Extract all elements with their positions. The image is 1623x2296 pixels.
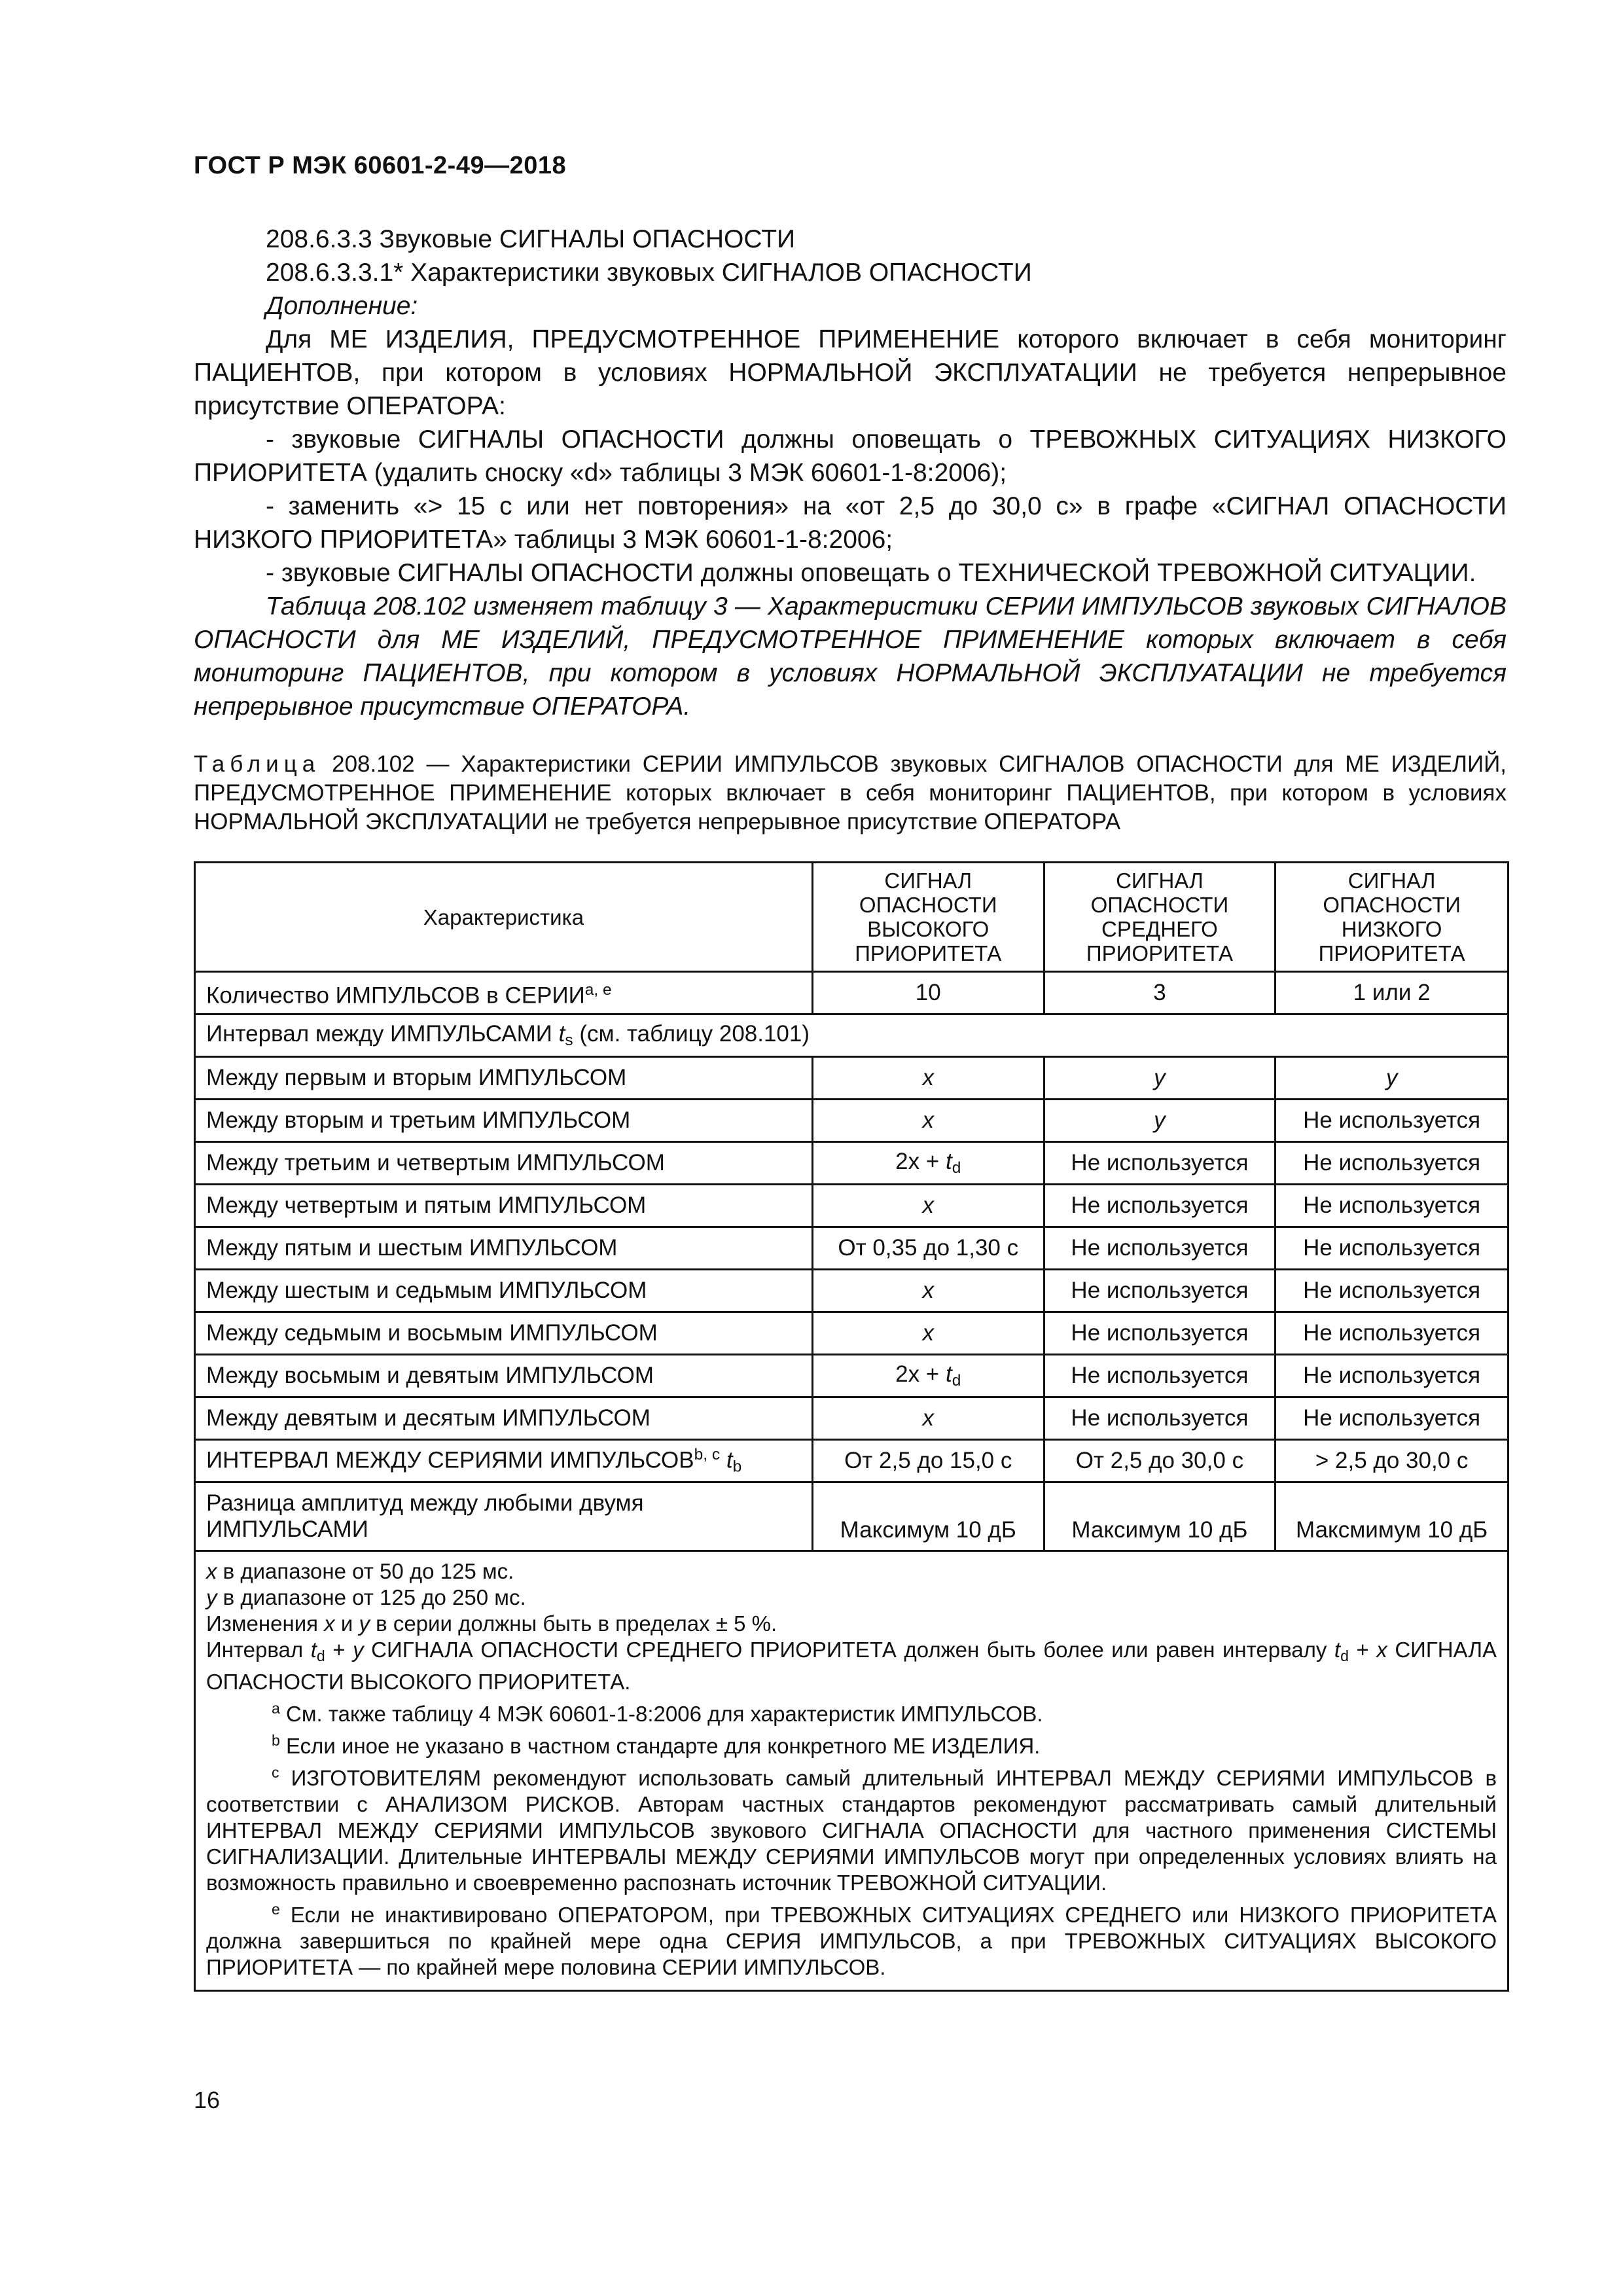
header-medium-priority: СИГНАЛ ОПАСНОСТИ СРЕДНЕГО ПРИОРИТЕТА [1044, 863, 1275, 972]
row-label-text: Количество ИМПУЛЬСОВ в СЕРИИ [206, 982, 585, 1009]
cell-low: Не используется [1275, 1100, 1508, 1142]
note-y-range [206, 1585, 1497, 1611]
note-text: Интервал [206, 1638, 311, 1662]
note-text: СИГНАЛА ОПАСНОСТИ ВЫСОКОГО ПРИОРИТЕТА. [206, 1638, 1497, 1694]
cell-mid: От 2,5 до 30,0 с [1044, 1440, 1275, 1482]
footnote-mark: a [272, 1700, 280, 1717]
subscript: s [565, 1031, 573, 1049]
footnote-e [206, 1896, 1497, 1981]
cell-mid [1044, 1100, 1275, 1142]
subscript: d [952, 1372, 961, 1390]
cell-high [812, 1270, 1044, 1312]
cell-low: 1 или 2 [1275, 972, 1508, 1014]
cell-mid: 3 [1044, 972, 1275, 1014]
footnote-b [206, 1727, 1497, 1759]
cell-high [812, 1185, 1044, 1227]
header-low-priority: СИГНАЛ ОПАСНОСТИ НИЗКОГО ПРИОРИТЕТА [1275, 863, 1508, 972]
paragraph-item-1: - звуковые СИГНАЛЫ ОПАСНОСТИ должны оповещать о ТРЕВОЖНЫХ СИТУАЦИЯХ НИЗКОГО ПРИОРИТЕТА (удалить сноску «d» таблицы 3 МЭК 60601-1-8:2006); [194, 425, 1507, 487]
cell-low: Не используется [1275, 1397, 1508, 1440]
note-text: и [334, 1611, 359, 1636]
subscript: b [732, 1458, 742, 1476]
paragraph-table-note: Таблица 208.102 изменяет таблицу 3 — Характеристики СЕРИИ ИМПУЛЬСОВ звуковых СИГНАЛОВ ОПАСНОСТИ для МЕ ИЗДЕЛИЙ, ПРЕДУСМОТРЕННОЕ ПРИМЕНЕНИЕ которых включает в себя мониторинг ПАЦИЕНТОВ, при котором в условиях НОРМАЛЬНОЙ ЭКСПЛУАТАЦИИ не требуется непрерывное присутствие ОПЕРАТОРА. [194, 592, 1507, 721]
caption-text: 208.102 — Характеристики СЕРИИ ИМПУЛЬСОВ звуковых СИГНАЛОВ ОПАСНОСТИ для МЕ ИЗДЕЛИЙ, ПРЕДУСМОТРЕННОЕ ПРИМЕНЕНИЕ которых включает в себя мониторинг ПАЦИЕНТОВ, при котором в условиях НОРМАЛЬНОЙ ЭКСПЛУАТАЦИИ не требуется непрерывное присутствие ОПЕРАТОРА [194, 751, 1507, 834]
cell-mid [1044, 1057, 1275, 1100]
notes-block [206, 1558, 1497, 1981]
cell-value: x [922, 1320, 934, 1346]
cell-value: x [922, 1065, 934, 1090]
table-row [195, 1142, 1508, 1185]
row-label-text: ИНТЕРВАЛ МЕЖДУ СЕРИЯМИ ИМПУЛЬСОВ [206, 1447, 694, 1473]
interval-heading-text: Интервал между ИМПУЛЬСАМИ [206, 1021, 559, 1047]
note-text: + [325, 1638, 353, 1662]
cell-low: > 2,5 до 30,0 с [1275, 1440, 1508, 1482]
note-text: Изменения [206, 1611, 325, 1636]
footnote-mark: е [272, 1901, 280, 1918]
row-label [195, 1440, 813, 1482]
footnote-mark: b [272, 1732, 280, 1749]
cell-low: Максмимум 10 дБ [1275, 1482, 1508, 1551]
table-caption [194, 750, 1507, 836]
symbol-x: x [206, 1559, 217, 1583]
table-row [195, 1227, 1508, 1270]
clause-208-6-3-3-1: 208.6.3.3.1* Характеристики звуковых СИГНАЛОВ ОПАСНОСТИ [266, 259, 1032, 287]
cell-value: x [922, 1278, 934, 1303]
note-text: в серии должны быть в пределах ± 5 %. [369, 1611, 777, 1636]
table-row [195, 972, 1508, 1014]
table-row [195, 1100, 1508, 1142]
cell-value: y [1385, 1065, 1398, 1090]
row-label: Между четвертым и пятым ИМПУЛЬСОМ [195, 1185, 813, 1227]
footnote-mark: c [272, 1764, 279, 1781]
table-row [195, 1397, 1508, 1440]
document-header: ГОСТ Р МЭК 60601-2-49—2018 [194, 152, 567, 179]
table-row [195, 1312, 1508, 1355]
row-label: Между первым и вторым ИМПУЛЬСОМ [195, 1057, 813, 1100]
footnote-text: ИЗГОТОВИТЕЛЯМ рекомендуют использовать самый длительный ИНТЕРВАЛ МЕЖДУ СЕРИЯМИ ИМПУЛЬСОВ в соответствии с АНАЛИЗОМ РИСКОВ. Авторам частных стандартов рекомендуют рассматривать самый длительный ИНТЕРВАЛ МЕЖДУ СЕРИЯМИ ИМПУЛЬСОВ звукового СИГНАЛА ОПАСНОСТИ для частного применения СИСТЕМЫ СИГНАЛИЗАЦИИ. Длительные ИНТЕРВАЛЫ МЕЖДУ СЕРИЯМИ ИМПУЛЬСОВ могут при определенных условиях влиять на возможность правильно и своевременно распознать источник ТРЕВОЖНОЙ СИТУАЦИИ. [206, 1766, 1497, 1895]
paragraph-scope: Для МЕ ИЗДЕЛИЯ, ПРЕДУСМОТРЕННОЕ ПРИМЕНЕНИЕ которого включает в себя мониторинг ПАЦИЕНТОВ, при котором в условиях НОРМАЛЬНОЙ ЭКСПЛУАТАЦИИ не требуется непрерывное присутствие ОПЕРАТОРА: [194, 325, 1507, 420]
note-interval [206, 1637, 1497, 1695]
cell-high: 10 [812, 972, 1044, 1014]
table-notes-row [195, 1551, 1508, 1991]
table-row [195, 1440, 1508, 1482]
cell-value: y [1154, 1107, 1166, 1133]
table-row [195, 1482, 1508, 1551]
cell-value: 2x + [895, 1149, 946, 1174]
row-label: Между седьмым и восьмым ИМПУЛЬСОМ [195, 1312, 813, 1355]
subscript: d [952, 1159, 961, 1177]
cell-mid: Не используется [1044, 1312, 1275, 1355]
note-x-range [206, 1558, 1497, 1585]
cell-high: От 0,35 до 1,30 с [812, 1227, 1044, 1270]
symbol-y: y [353, 1638, 364, 1662]
cell-high: От 2,5 до 15,0 с [812, 1440, 1044, 1482]
paragraph-item-3: - звуковые СИГНАЛЫ ОПАСНОСТИ должны оповещать о ТЕХНИЧЕСКОЙ ТРЕВОЖНОЙ СИТУАЦИИ. [266, 559, 1476, 587]
row-label: Между пятым и шестым ИМПУЛЬСОМ [195, 1227, 813, 1270]
cell-mid: Не используется [1044, 1270, 1275, 1312]
footnote-text: Если иное не указано в частном стандарте для конкретного МЕ ИЗДЕЛИЯ. [279, 1734, 1041, 1758]
cell-mid: Не используется [1044, 1227, 1275, 1270]
footnote-text: См. также таблицу 4 МЭК 60601-1-8:2006 для характеристик ИМПУЛЬСОВ. [279, 1702, 1043, 1726]
caption-label: Таблица [194, 751, 321, 777]
header-high-priority: СИГНАЛ ОПАСНОСТИ ВЫСОКОГО ПРИОРИТЕТА [812, 863, 1044, 972]
subscript: d [1340, 1647, 1349, 1664]
cell-value: y [1154, 1065, 1166, 1090]
cell-high [812, 1355, 1044, 1397]
page-number: 16 [194, 2087, 221, 2113]
cell-low: Не используется [1275, 1227, 1508, 1270]
footnote-a [206, 1695, 1497, 1727]
cell-mid: Максимум 10 дБ [1044, 1482, 1275, 1551]
body-text [194, 223, 1507, 723]
table-notes [195, 1551, 1508, 1991]
cell-mid: Не используется [1044, 1397, 1275, 1440]
symbol-t: t [726, 1447, 733, 1473]
table-row [195, 1057, 1508, 1100]
note-text: в диапазоне от 50 до 125 мс. [217, 1559, 514, 1583]
cell-high [812, 1100, 1044, 1142]
row-label: Между восьмым и девятым ИМПУЛЬСОМ [195, 1355, 813, 1397]
row-label [195, 972, 813, 1014]
table-row [195, 1355, 1508, 1397]
cell-low: Не используется [1275, 1312, 1508, 1355]
clause-208-6-3-3: 208.6.3.3 Звуковые СИГНАЛЫ ОПАСНОСТИ [266, 225, 796, 253]
footnote-ref: а, е [584, 980, 612, 999]
note-text: в диапазоне от 125 до 250 мс. [217, 1585, 526, 1609]
cell-mid: Не используется [1044, 1185, 1275, 1227]
cell-low: Не используется [1275, 1142, 1508, 1185]
paragraph-item-2: - заменить «> 15 с или нет повторения» на «от 2,5 до 30,0 с» в графе «СИГНАЛ ОПАСНОСТИ НИЗКОГО ПРИОРИТЕТА» таблицы 3 МЭК 60601-1-8:2006; [194, 492, 1507, 554]
interval-heading-cell [195, 1014, 1508, 1057]
addition-label: Дополнение: [266, 292, 418, 320]
table-row [195, 1270, 1508, 1312]
cell-high [812, 1057, 1044, 1100]
cell-low: Не используется [1275, 1355, 1508, 1397]
footnote-text: Если не инактивировано ОПЕРАТОРОМ, при ТРЕВОЖНЫХ СИТУАЦИЯХ СРЕДНЕГО или НИЗКОГО ПРИОРИТЕТА должна завершиться по крайней мере одна СЕРИЯ ИМПУЛЬСОВ, а при ТРЕВОЖНЫХ СИТУАЦИЯХ ВЫСОКОГО ПРИОРИТЕТА — по крайней мере половина СЕРИИ ИМПУЛЬСОВ. [206, 1903, 1497, 1979]
cell-low [1275, 1057, 1508, 1100]
header-characteristic: Характеристика [195, 863, 813, 972]
symbol-y: y [206, 1585, 217, 1609]
cell-value: x [922, 1193, 934, 1218]
table-row [195, 1185, 1508, 1227]
cell-value: x [922, 1107, 934, 1133]
cell-low: Не используется [1275, 1185, 1508, 1227]
subscript: d [316, 1647, 325, 1664]
row-label: Разница амплитуд между любыми двумя ИМПУЛЬСАМИ [195, 1482, 813, 1551]
characteristics-table [194, 861, 1509, 1992]
note-text: + [1348, 1638, 1377, 1662]
table-row [195, 1014, 1508, 1057]
symbol-t: t [310, 1638, 317, 1662]
symbol-y: y [359, 1611, 370, 1636]
cell-high [812, 1397, 1044, 1440]
cell-high [812, 1312, 1044, 1355]
symbol-t: t [945, 1361, 952, 1387]
cell-high [812, 1142, 1044, 1185]
note-text: СИГНАЛА ОПАСНОСТИ СРЕДНЕГО ПРИОРИТЕТА должен быть более или равен интервалу [363, 1638, 1334, 1662]
footnote-c [206, 1759, 1497, 1896]
row-label: Между девятым и десятым ИМПУЛЬСОМ [195, 1397, 813, 1440]
symbol-t: t [1334, 1638, 1341, 1662]
cell-value: 2x + [895, 1361, 946, 1387]
symbol-t: t [558, 1021, 565, 1047]
cell-low: Не используется [1275, 1270, 1508, 1312]
row-label: Между третьим и четвертым ИМПУЛЬСОМ [195, 1142, 813, 1185]
cell-value: x [922, 1405, 934, 1431]
cell-high: Максимум 10 дБ [812, 1482, 1044, 1551]
note-variation [206, 1611, 1497, 1637]
cell-mid: Не используется [1044, 1142, 1275, 1185]
symbol-t: t [945, 1149, 952, 1174]
symbol-x: x [324, 1611, 335, 1636]
interval-heading-suffix: (см. таблицу 208.101) [573, 1021, 810, 1047]
row-label: Между вторым и третьим ИМПУЛЬСОМ [195, 1100, 813, 1142]
row-label: Между шестым и седьмым ИМПУЛЬСОМ [195, 1270, 813, 1312]
footnote-ref: b, c [694, 1445, 721, 1463]
table-header-row [195, 863, 1508, 972]
symbol-x: x [1376, 1638, 1387, 1662]
cell-mid: Не используется [1044, 1355, 1275, 1397]
